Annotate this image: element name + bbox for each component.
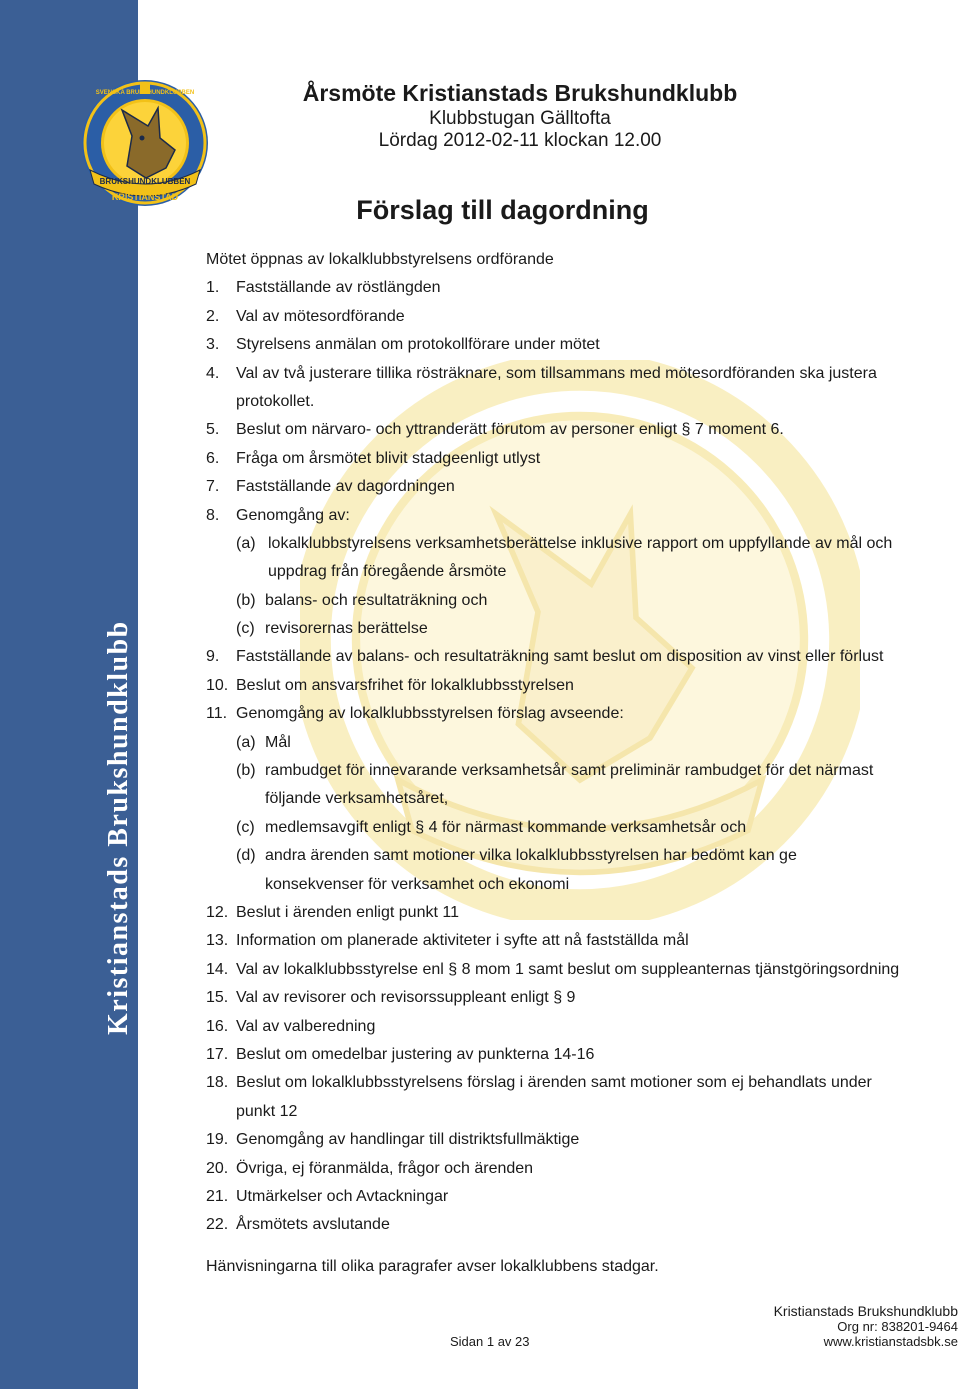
sidebar-club-name: Kristianstads Brukshundklubb: [103, 620, 134, 1035]
agenda-subitem: (c) revisorernas berättelse: [236, 620, 428, 638]
agenda-item: 18. Beslut om lokalklubbsstyrelsens förslag i ärenden samt motioner som ej behandlats under: [206, 1074, 872, 1092]
agenda-subitem: (d) andra ärenden samt motioner vilka lokalklubbsstyrelsen har bedömt kan ge: [236, 847, 797, 865]
agenda-item: 3. Styrelsens anmälan om protokollförare under mötet: [206, 336, 600, 354]
agenda-item: 21. Utmärkelser och Avtackningar: [206, 1187, 449, 1205]
meeting-title: Årsmöte Kristianstads Brukshundklubb: [302, 80, 738, 106]
footer-org-name: Kristianstads Brukshundklubb: [773, 1303, 958, 1319]
agenda-item: 19. Genomgång av handlingar till distriktsfullmäktige: [206, 1131, 580, 1149]
footer-org: [774, 1304, 958, 1349]
sidebar: [0, 0, 138, 1389]
agenda-item: 5. Beslut om närvaro- och yttranderätt förutom av personer enligt § 7 moment 6.: [206, 421, 784, 439]
agenda-subitem-continuation: konsekvenser för verksamhet och ekonomi: [265, 875, 570, 893]
footer-website-link[interactable]: www.kristianstadsbk.se: [823, 1334, 958, 1349]
agenda-item: 9. Fastställande av balans- och resultaträkning samt beslut om disposition av vinst eller förlust: [206, 648, 884, 666]
document-title: Förslag till dagordning: [356, 195, 649, 225]
page-number: Sidan 1 av 23: [450, 1334, 530, 1349]
footer-note: Hänvisningarna till olika paragrafer avser lokalklubbens stadgar.: [206, 1258, 659, 1275]
meeting-datetime: Lördag 2012-02-11 klockan 12.00: [378, 130, 662, 151]
agenda: [206, 246, 926, 1240]
agenda-item-continuation: protokollet.: [236, 392, 315, 410]
agenda-item: 4. Val av två justerare tillika rösträknare, som tillsammans med mötesordföranden ska justera: [206, 364, 877, 382]
footer-org-number: Org nr: 838201-9464: [837, 1319, 958, 1334]
agenda-item: 20. Övriga, ej föranmälda, frågor och ärenden: [206, 1159, 534, 1177]
meeting-location: Klubbstugan Gälltofta: [429, 108, 611, 129]
agenda-subitem: (b) balans- och resultaträkning och: [236, 591, 488, 609]
agenda-item: 22. Årsmötets avslutande: [206, 1216, 390, 1234]
agenda-subitem: (a) Mål: [236, 733, 291, 751]
agenda-item: 15. Val av revisorer och revisorssuppleant enligt § 9: [206, 989, 576, 1007]
agenda-item: 13. Information om planerade aktiviteter i syfte att nå fastställda mål: [206, 932, 689, 950]
agenda-item: 10. Beslut om ansvarsfrihet för lokalklubbsstyrelsen: [206, 676, 574, 694]
agenda-item: 12. Beslut i ärenden enligt punkt 11: [206, 903, 459, 921]
agenda-item: 6. Fråga om årsmötet blivit stadgeenligt utlyst: [206, 449, 541, 467]
logo-ring-text: SVENSKA BRUKSHUNDKLUBBEN: [95, 90, 195, 96]
agenda-intro: Mötet öppnas av lokalklubbstyrelsens ordförande: [206, 251, 554, 268]
agenda-item: 17. Beslut om omedelbar justering av punkterna 14-16: [206, 1045, 595, 1063]
agenda-subitem: (b) rambudget för innevarande verksamhetsår samt preliminär rambudget för det närmast: [236, 762, 874, 780]
agenda-item: 2. Val av mötesordförande: [206, 307, 405, 325]
agenda-subitem: (a) lokalklubbstyrelsens verksamhetsberättelse inklusive rapport om uppfyllande av mål och: [236, 534, 893, 552]
agenda-subitem-continuation: följande verksamhetsåret,: [265, 790, 449, 808]
agenda-item: 16. Val av valberedning: [206, 1017, 376, 1035]
club-logo: [80, 78, 210, 208]
agenda-item: 11. Genomgång av lokalklubbsstyrelsen förslag avseende:: [206, 705, 624, 723]
logo-banner-text: BRUKSHUNDKLUBBEN: [99, 177, 191, 186]
agenda-item: 1. Fastställande av röstlängden: [206, 279, 441, 297]
agenda-subitem: (c) medlemsavgift enligt § 4 för närmast kommande verksamhetsår och: [236, 818, 747, 836]
agenda-item: 8. Genomgång av:: [206, 506, 350, 524]
logo-bottom-text: KRISTIANSTAD: [111, 192, 179, 202]
agenda-item: 14. Val av lokalklubbsstyrelse enl § 8 mom 1 samt beslut om suppleanternas tjänstgöringsordning: [206, 960, 900, 978]
agenda-item: 7. Fastställande av dagordningen: [206, 478, 455, 496]
agenda-item-continuation: punkt 12: [236, 1102, 298, 1120]
agenda-subitem-continuation: uppdrag från föregående årsmöte: [268, 563, 507, 581]
